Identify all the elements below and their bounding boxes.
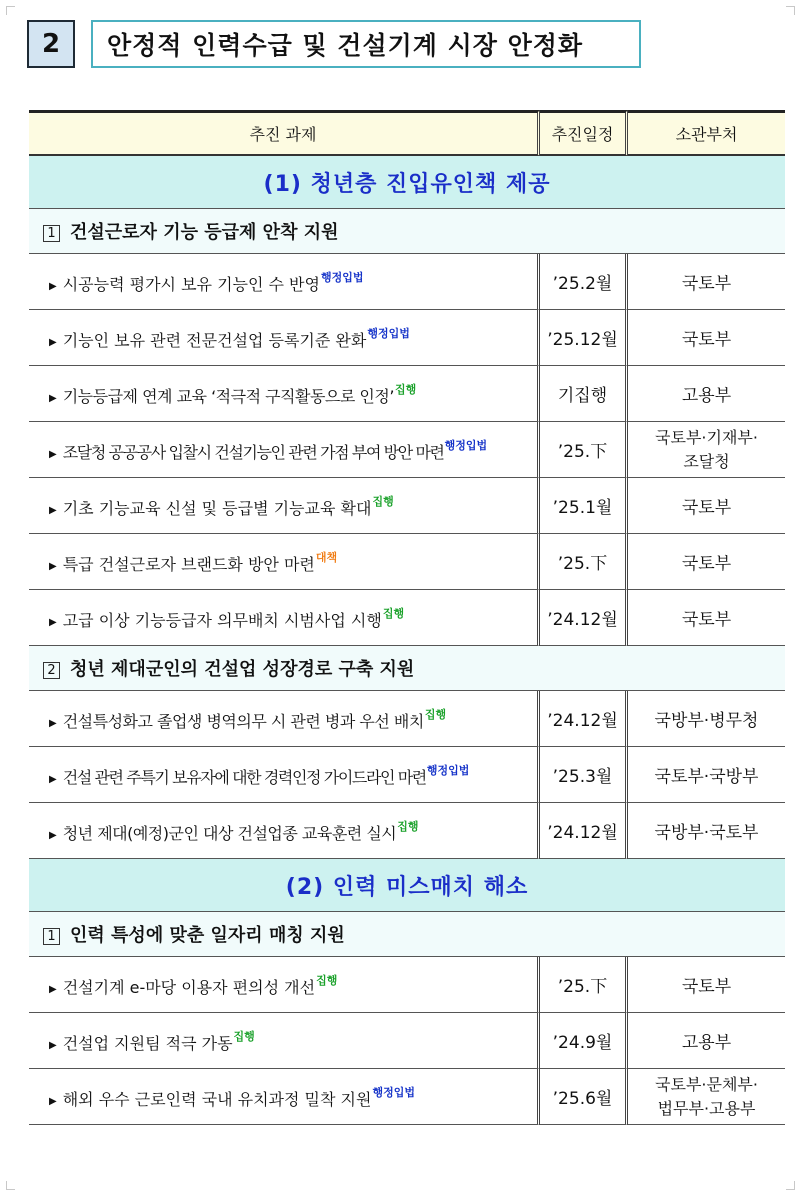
task-type-tag: 집행 bbox=[424, 707, 447, 721]
triangle-bullet-icon: ▶ bbox=[49, 448, 57, 460]
department-line: 국토부 bbox=[681, 330, 732, 350]
table-row bbox=[29, 422, 785, 478]
task-type-tag: 행정입법 bbox=[426, 763, 470, 777]
schedule-cell: ’25.3월 bbox=[540, 747, 628, 803]
department-line: 국토부·문체부· bbox=[655, 1074, 758, 1094]
triangle-bullet-icon: ▶ bbox=[49, 983, 57, 995]
corner-mark-bottom-left bbox=[6, 1181, 15, 1190]
subgroup-row bbox=[29, 209, 785, 254]
task-text: 기능인 보유 관련 전문건설업 등록기준 완화 bbox=[62, 330, 367, 350]
department-line: 국토부·국방부 bbox=[654, 767, 759, 787]
policy-table-body bbox=[29, 110, 785, 1125]
task-text: 건설기계 e-마당 이용자 편의성 개선 bbox=[62, 977, 316, 997]
task-cell bbox=[29, 1013, 540, 1069]
department-line: 고용부 bbox=[681, 1033, 732, 1053]
task-type-tag: 행정입법 bbox=[320, 270, 364, 284]
task-type-tag: 대책 bbox=[315, 550, 338, 564]
subgroup-number-box: 1 bbox=[43, 225, 60, 242]
department-line: 국토부 bbox=[681, 274, 732, 294]
department-line: 국토부·기재부· bbox=[655, 427, 758, 447]
triangle-bullet-icon: ▶ bbox=[49, 1039, 57, 1051]
table-header-row bbox=[29, 110, 785, 156]
schedule-cell: ’25.12월 bbox=[540, 310, 628, 366]
department-cell bbox=[628, 310, 785, 366]
table-row bbox=[29, 957, 785, 1013]
group-title: (1) 청년층 진입유인책 제공 bbox=[29, 156, 785, 209]
schedule-cell: ’25.2월 bbox=[540, 254, 628, 310]
department-cell bbox=[628, 691, 785, 747]
task-cell bbox=[29, 803, 540, 859]
task-cell bbox=[29, 310, 540, 366]
department-line: 국토부 bbox=[681, 977, 732, 997]
header-department: 소관부처 bbox=[628, 110, 785, 156]
subgroup-number-box: 1 bbox=[43, 928, 60, 945]
department-cell bbox=[628, 957, 785, 1013]
group-row bbox=[29, 859, 785, 912]
task-cell bbox=[29, 254, 540, 310]
schedule-cell: ’25.下 bbox=[540, 422, 628, 478]
department-line: 법무부·고용부 bbox=[657, 1098, 756, 1118]
table-row bbox=[29, 691, 785, 747]
subgroup-number-box: 2 bbox=[43, 662, 60, 679]
department-cell bbox=[628, 590, 785, 646]
table-row bbox=[29, 747, 785, 803]
schedule-cell: ’24.12월 bbox=[540, 691, 628, 747]
schedule-cell: 기집행 bbox=[540, 366, 628, 422]
task-text: 건설특성화고 졸업생 병역의무 시 관련 병과 우선 배치 bbox=[62, 711, 424, 731]
task-cell bbox=[29, 1069, 540, 1125]
department-cell bbox=[628, 478, 785, 534]
subgroup-cell bbox=[29, 646, 785, 691]
table-row bbox=[29, 590, 785, 646]
task-text: 기능등급제 연계 교육 ‘적극적 구직활동으로 인정’ bbox=[62, 386, 394, 406]
department-line: 국토부 bbox=[681, 498, 732, 518]
subgroup-cell bbox=[29, 209, 785, 254]
task-type-tag: 집행 bbox=[394, 382, 417, 396]
subgroup-title: 인력 특성에 맞춘 일자리 매칭 지원 bbox=[70, 925, 345, 946]
task-text: 해외 우수 근로인력 국내 유치과정 밀착 지원 bbox=[62, 1089, 372, 1109]
task-type-tag: 행정입법 bbox=[444, 438, 488, 452]
schedule-cell: ’24.9월 bbox=[540, 1013, 628, 1069]
department-cell bbox=[628, 1013, 785, 1069]
task-cell bbox=[29, 747, 540, 803]
task-cell bbox=[29, 478, 540, 534]
corner-mark-top-left bbox=[6, 6, 15, 15]
task-cell bbox=[29, 534, 540, 590]
department-line: 조달청 bbox=[683, 451, 730, 471]
task-type-tag: 행정입법 bbox=[367, 326, 410, 340]
section-number: 2 bbox=[27, 20, 75, 68]
header-schedule: 추진일정 bbox=[540, 110, 628, 156]
policy-table bbox=[29, 110, 785, 1125]
task-text: 기초 기능교육 신설 및 등급별 기능교육 확대 bbox=[62, 498, 372, 518]
triangle-bullet-icon: ▶ bbox=[49, 504, 57, 516]
department-line: 고용부 bbox=[681, 386, 732, 406]
department-cell bbox=[628, 254, 785, 310]
department-line: 국방부·병무청 bbox=[654, 711, 759, 731]
triangle-bullet-icon: ▶ bbox=[49, 1095, 57, 1107]
triangle-bullet-icon: ▶ bbox=[49, 616, 57, 628]
corner-mark-bottom-right bbox=[786, 1181, 795, 1190]
task-text: 시공능력 평가시 보유 기능인 수 반영 bbox=[62, 274, 320, 294]
table-row bbox=[29, 534, 785, 590]
triangle-bullet-icon: ▶ bbox=[49, 560, 57, 572]
triangle-bullet-icon: ▶ bbox=[49, 392, 57, 404]
department-cell bbox=[628, 422, 785, 478]
schedule-cell: ’25.6월 bbox=[540, 1069, 628, 1125]
task-type-tag: 집행 bbox=[397, 819, 419, 833]
task-type-tag: 집행 bbox=[233, 1029, 255, 1043]
task-text: 건설 관련 주특기 보유자에 대한 경력인정 가이드라인 마련 bbox=[62, 767, 426, 787]
subgroup-cell bbox=[29, 912, 785, 957]
schedule-cell: ’25.下 bbox=[540, 957, 628, 1013]
schedule-cell: ’25.1월 bbox=[540, 478, 628, 534]
task-cell bbox=[29, 691, 540, 747]
task-cell bbox=[29, 422, 540, 478]
task-cell bbox=[29, 590, 540, 646]
task-type-tag: 행정입법 bbox=[372, 1085, 415, 1099]
table-row bbox=[29, 1069, 785, 1125]
department-line: 국토부 bbox=[681, 554, 732, 574]
department-cell bbox=[628, 747, 785, 803]
task-type-tag: 집행 bbox=[372, 494, 394, 508]
schedule-cell: ’24.12월 bbox=[540, 803, 628, 859]
department-cell bbox=[628, 803, 785, 859]
corner-mark-top-right bbox=[786, 6, 795, 15]
triangle-bullet-icon: ▶ bbox=[49, 773, 57, 785]
table-row bbox=[29, 310, 785, 366]
department-line: 국토부 bbox=[681, 610, 732, 630]
task-text: 건설업 지원팀 적극 가동 bbox=[62, 1033, 233, 1053]
triangle-bullet-icon: ▶ bbox=[49, 280, 57, 292]
table-row bbox=[29, 803, 785, 859]
task-text: 고급 이상 기능등급자 의무배치 시범사업 시행 bbox=[62, 610, 382, 630]
group-row bbox=[29, 156, 785, 209]
table-row bbox=[29, 254, 785, 310]
schedule-cell: ’25.下 bbox=[540, 534, 628, 590]
group-title: (2) 인력 미스매치 해소 bbox=[29, 859, 785, 912]
triangle-bullet-icon: ▶ bbox=[49, 336, 57, 348]
subgroup-row bbox=[29, 646, 785, 691]
subgroup-title: 건설근로자 기능 등급제 안착 지원 bbox=[70, 222, 339, 243]
subgroup-row bbox=[29, 912, 785, 957]
triangle-bullet-icon: ▶ bbox=[49, 829, 57, 841]
table-row bbox=[29, 478, 785, 534]
table-row bbox=[29, 366, 785, 422]
subgroup-title: 청년 제대군인의 건설업 성장경로 구축 지원 bbox=[70, 659, 415, 680]
department-cell bbox=[628, 1069, 785, 1125]
header-task: 추진 과제 bbox=[29, 110, 540, 156]
department-cell bbox=[628, 366, 785, 422]
schedule-cell: ’24.12월 bbox=[540, 590, 628, 646]
task-type-tag: 집행 bbox=[316, 973, 338, 987]
section-title: 안정적 인력수급 및 건설기계 시장 안정화 bbox=[91, 20, 641, 68]
task-cell bbox=[29, 957, 540, 1013]
task-cell bbox=[29, 366, 540, 422]
department-cell bbox=[628, 534, 785, 590]
task-text: 조달청 공공공사 입찰시 건설기능인 관련 가점 부여 방안 마련 bbox=[62, 442, 444, 462]
task-text: 특급 건설근로자 브랜드화 방안 마련 bbox=[62, 554, 315, 574]
task-text: 청년 제대(예정)군인 대상 건설업종 교육훈련 실시 bbox=[62, 823, 397, 843]
triangle-bullet-icon: ▶ bbox=[49, 717, 57, 729]
table-row bbox=[29, 1013, 785, 1069]
department-line: 국방부·국토부 bbox=[654, 823, 759, 843]
task-type-tag: 집행 bbox=[382, 606, 405, 620]
